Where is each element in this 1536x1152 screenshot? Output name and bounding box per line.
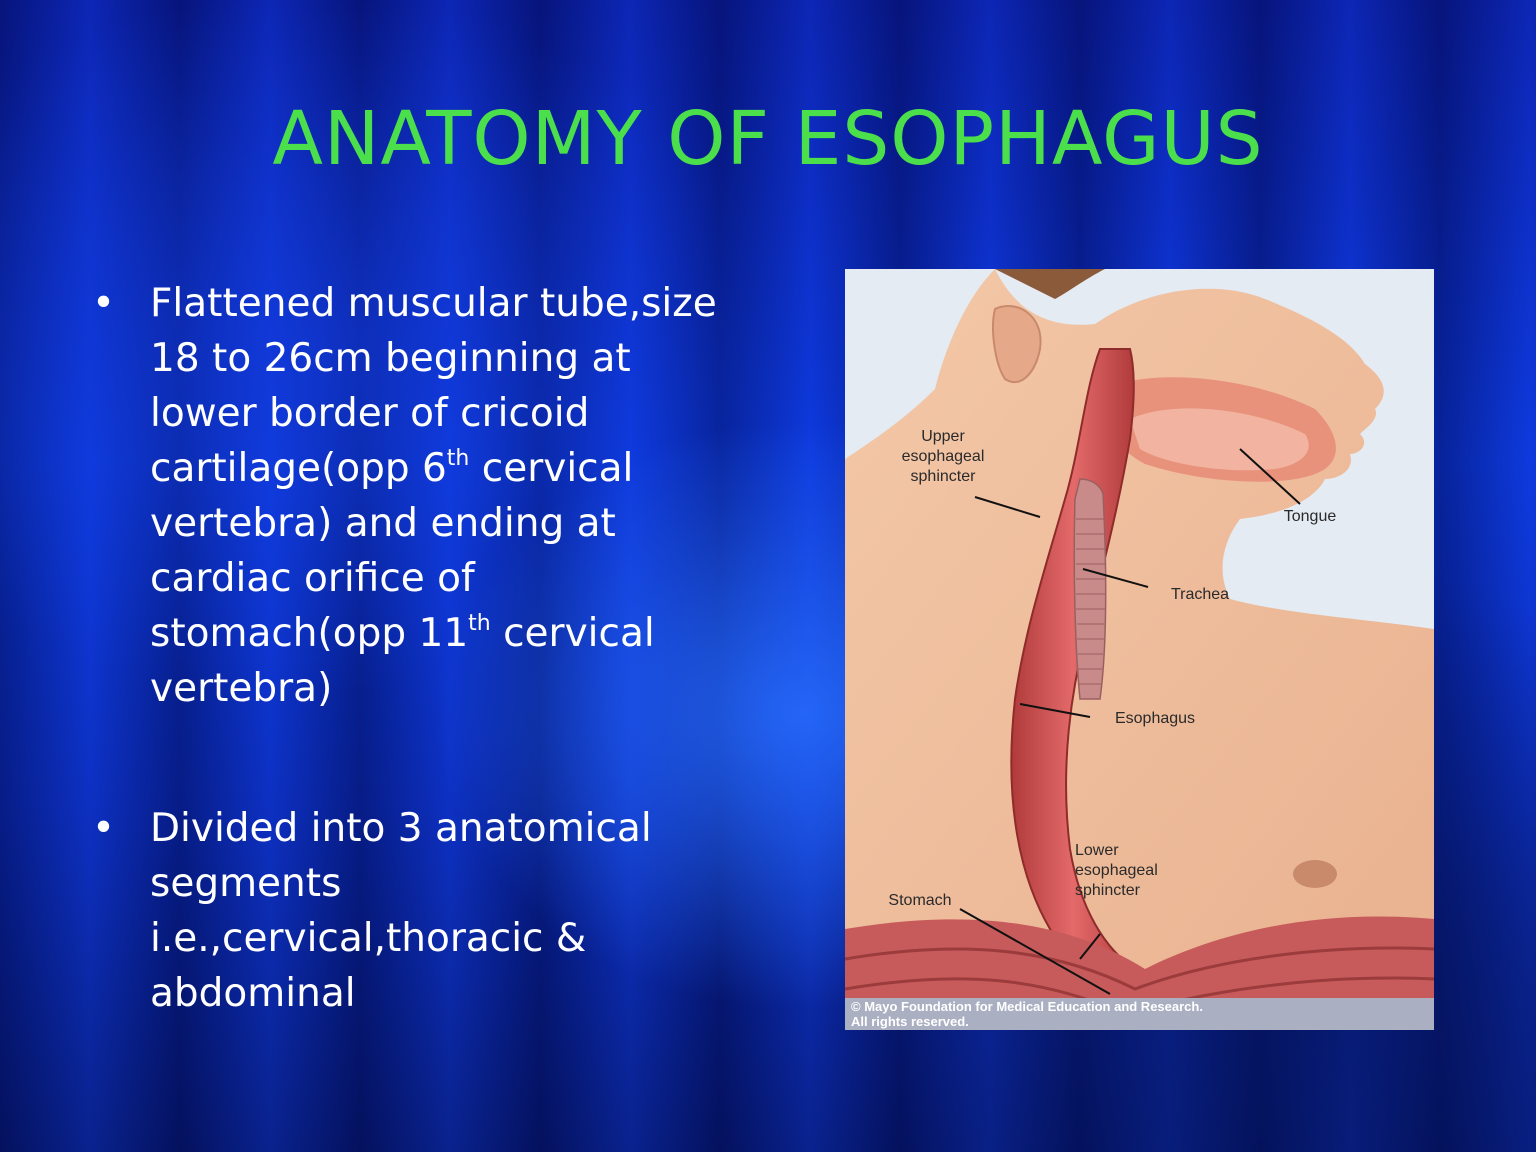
- esophagus-anatomy-illustration-icon: [845, 269, 1434, 1030]
- label-upper-esophageal-sphincter: Upper esophageal sphincter: [901, 428, 985, 485]
- esophagus-illustration: [845, 269, 1434, 1030]
- bullet-item-1: [92, 276, 732, 716]
- label-lower-esophageal-sphincter: Lower esophageal sphincter: [1075, 842, 1158, 899]
- bullet-marker: •: [92, 281, 116, 326]
- label-esophagus: Esophagus: [1114, 710, 1196, 727]
- slide-title: ANATOMY OF ESOPHAGUS: [272, 96, 1264, 182]
- bullet-text-2: Divided into 3 anatomical segments i.e.,cervical,thoracic & abdominal: [150, 806, 652, 1016]
- label-stomach: Stomach: [888, 892, 952, 909]
- bullet-text-1: Flattened muscular tube,size 18 to 26cm beginning at lower border of cricoid cartilage(opp 6th cervical vertebra) and ending at cardiac orifice of stomach(opp 11th cervical vertebra): [150, 281, 717, 711]
- label-trachea: Trachea: [1170, 586, 1230, 603]
- bullet-list: [92, 276, 732, 1021]
- bullet-item-2: [92, 801, 732, 1021]
- copyright-notice: © Mayo Foundation for Medical Education and Research. All rights reserved.: [845, 998, 1434, 1030]
- bullet-marker: •: [92, 806, 116, 851]
- label-tongue: Tongue: [1283, 508, 1337, 525]
